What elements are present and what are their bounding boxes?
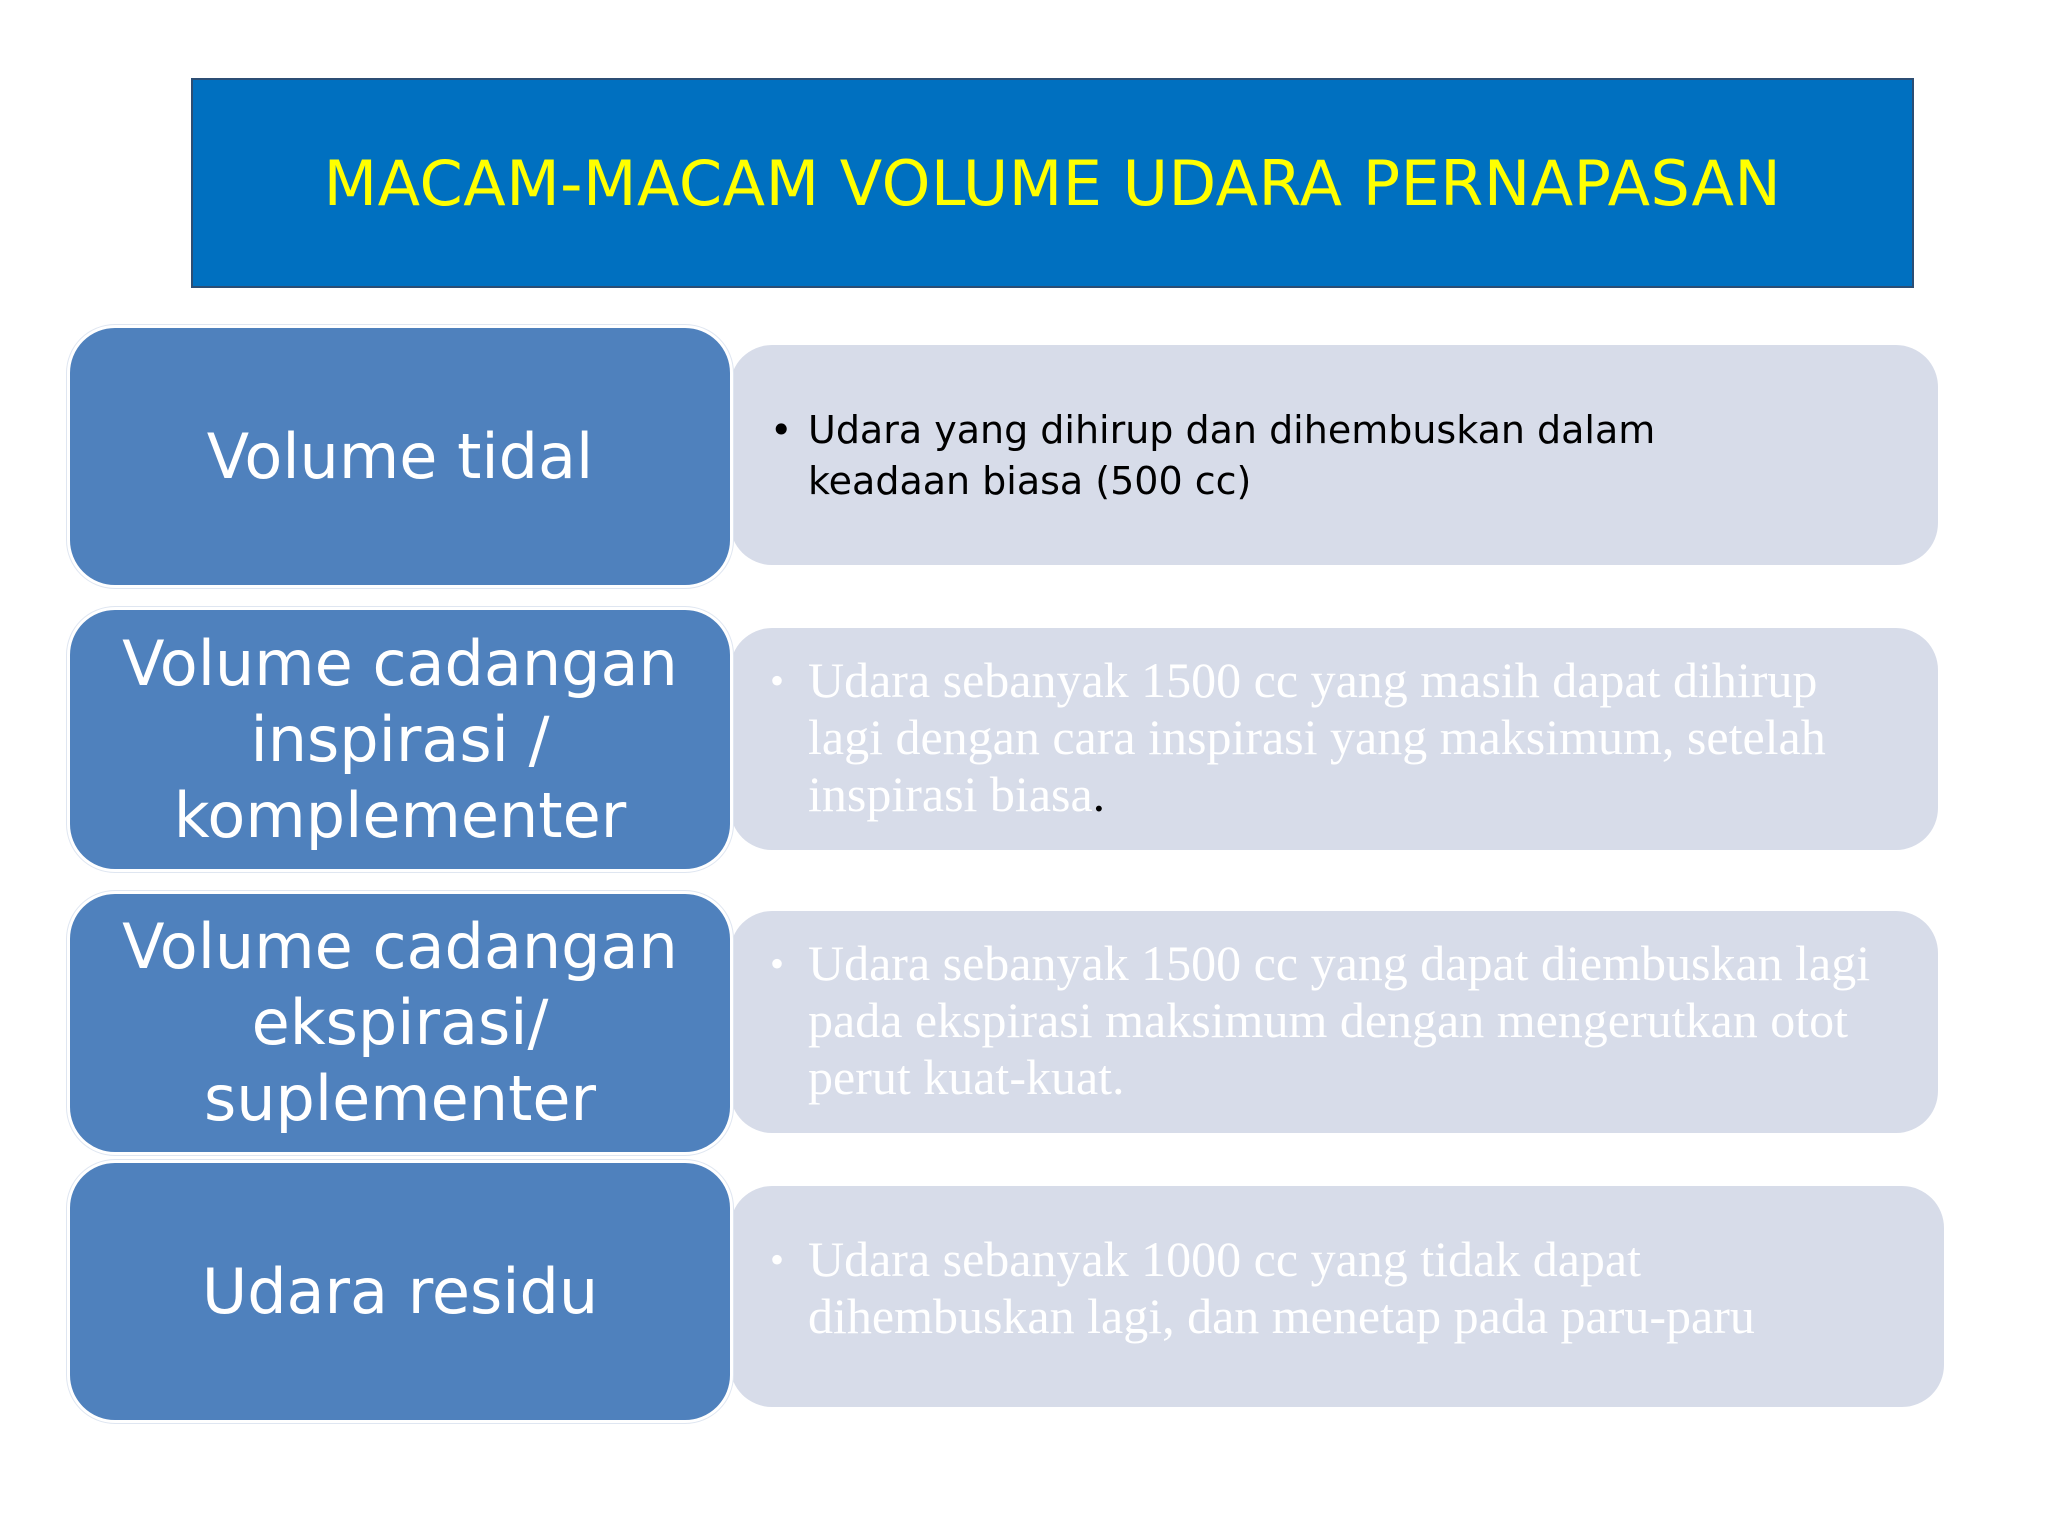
- label-box-volume-cadangan-ekspirasi: [67, 891, 733, 1155]
- title-banner: [191, 78, 1914, 288]
- bullet-icon: •: [770, 408, 793, 452]
- label-text: Volume tidal: [206, 419, 594, 493]
- description-text: Udara sebanyak 1500 cc yang dapat diembuskan lagi pada ekspirasi maksimum dengan mengerutkan otot perut kuat-kuat.: [808, 935, 1871, 1105]
- description-box-udara-residu: [730, 1186, 1944, 1407]
- bullet-icon: •: [770, 658, 785, 703]
- bullet-item: [770, 1231, 1904, 1345]
- label-box-volume-cadangan-inspirasi: [67, 607, 733, 872]
- bullet-icon: •: [770, 941, 785, 986]
- description-text: [808, 652, 1898, 823]
- description-box-volume-cadangan-inspirasi: [730, 628, 1938, 850]
- bullet-item: [770, 652, 1898, 823]
- slide-title: MACAM-MACAM VOLUME UDARA PERNAPASAN: [323, 146, 1782, 220]
- description-box-volume-cadangan-ekspirasi: [730, 911, 1938, 1133]
- description-text: Udara yang dihirup dan dihembuskan dalam keadaan biasa (500 cc): [808, 408, 1656, 503]
- label-text: Volume cadangan inspirasi / komplementer: [122, 626, 678, 852]
- description-box-volume-tidal: [730, 345, 1938, 565]
- description-text: Udara sebanyak 1000 cc yang tidak dapat dihembuskan lagi, dan menetap pada paru-paru: [808, 1231, 1755, 1344]
- label-text: Volume cadangan ekspirasi/ suplementer: [122, 910, 678, 1135]
- bullet-item: [770, 935, 1898, 1106]
- description-end-text: .: [1092, 766, 1106, 822]
- label-box-volume-tidal: [67, 325, 733, 588]
- bullet-item: [770, 405, 1898, 507]
- description-main-text: Udara sebanyak 1500 cc yang masih dapat dihirup lagi dengan cara inspirasi yang maksimum, setelah inspirasi biasa: [808, 652, 1826, 822]
- label-box-udara-residu: [67, 1160, 733, 1423]
- bullet-icon: •: [770, 1237, 785, 1282]
- label-text: Udara residu: [201, 1254, 599, 1328]
